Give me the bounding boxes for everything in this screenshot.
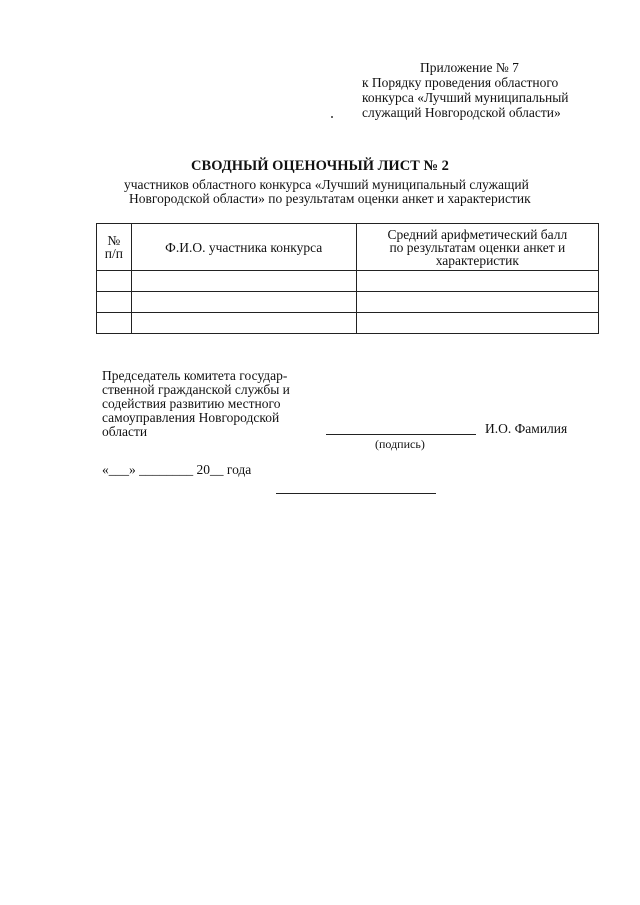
subtitle-line: участников областного конкурса «Лучший муниципальный служащий [124, 177, 529, 192]
table-cell [131, 313, 356, 334]
appendix-header [362, 60, 602, 120]
table-row [97, 292, 599, 313]
date-line: «___» ________ 20__ года [102, 462, 252, 477]
table-cell [97, 292, 132, 313]
signatory-line: содействия развитию местного [102, 396, 281, 411]
signatory-line: Председатель комитета государ- [102, 368, 288, 383]
signature-caption: (подпись) [375, 437, 425, 451]
header-participant-name: Ф.И.О. участника конкурса [131, 224, 356, 271]
table-cell [131, 292, 356, 313]
signature-line [326, 434, 476, 435]
header-score-line: по результатам оценки анкет и [389, 239, 566, 255]
header-number-symbol: № [107, 233, 121, 248]
bottom-rule [276, 493, 436, 494]
signatory-title [102, 369, 332, 439]
table-row [97, 313, 599, 334]
table-cell [356, 292, 598, 313]
table-cell [97, 271, 132, 292]
signatory-line: области [102, 424, 148, 439]
table-cell [131, 271, 356, 292]
summary-table [96, 223, 599, 334]
appendix-line: конкурса «Лучший муниципальный [362, 90, 569, 105]
signatory-line: самоуправления Новгородской [102, 410, 280, 425]
table-cell [356, 271, 598, 292]
appendix-number: Приложение № 7 [420, 60, 519, 75]
subtitle-line: Новгородской области» по результатам оценки анкет и характеристик [129, 191, 531, 206]
signatory-line: ственной гражданской службы и [102, 382, 290, 397]
document-subtitle [118, 178, 588, 206]
header-number-abbr: п/п [104, 246, 123, 261]
table-cell [356, 313, 598, 334]
table-header-row [97, 224, 599, 271]
document-title: СВОДНЫЙ ОЦЕНОЧНЫЙ ЛИСТ № 2 [191, 158, 449, 174]
table-row [97, 271, 599, 292]
scan-speck [331, 116, 333, 118]
header-score-line: Средний арифметический балл [387, 226, 568, 242]
appendix-line: служащий Новгородской области» [362, 105, 561, 120]
header-number [97, 224, 132, 271]
header-score-line: характеристик [435, 252, 519, 268]
appendix-line: к Порядку проведения областного [362, 75, 559, 90]
header-average-score [356, 224, 598, 271]
table-cell [97, 313, 132, 334]
signatory-name: И.О. Фамилия [485, 421, 568, 436]
